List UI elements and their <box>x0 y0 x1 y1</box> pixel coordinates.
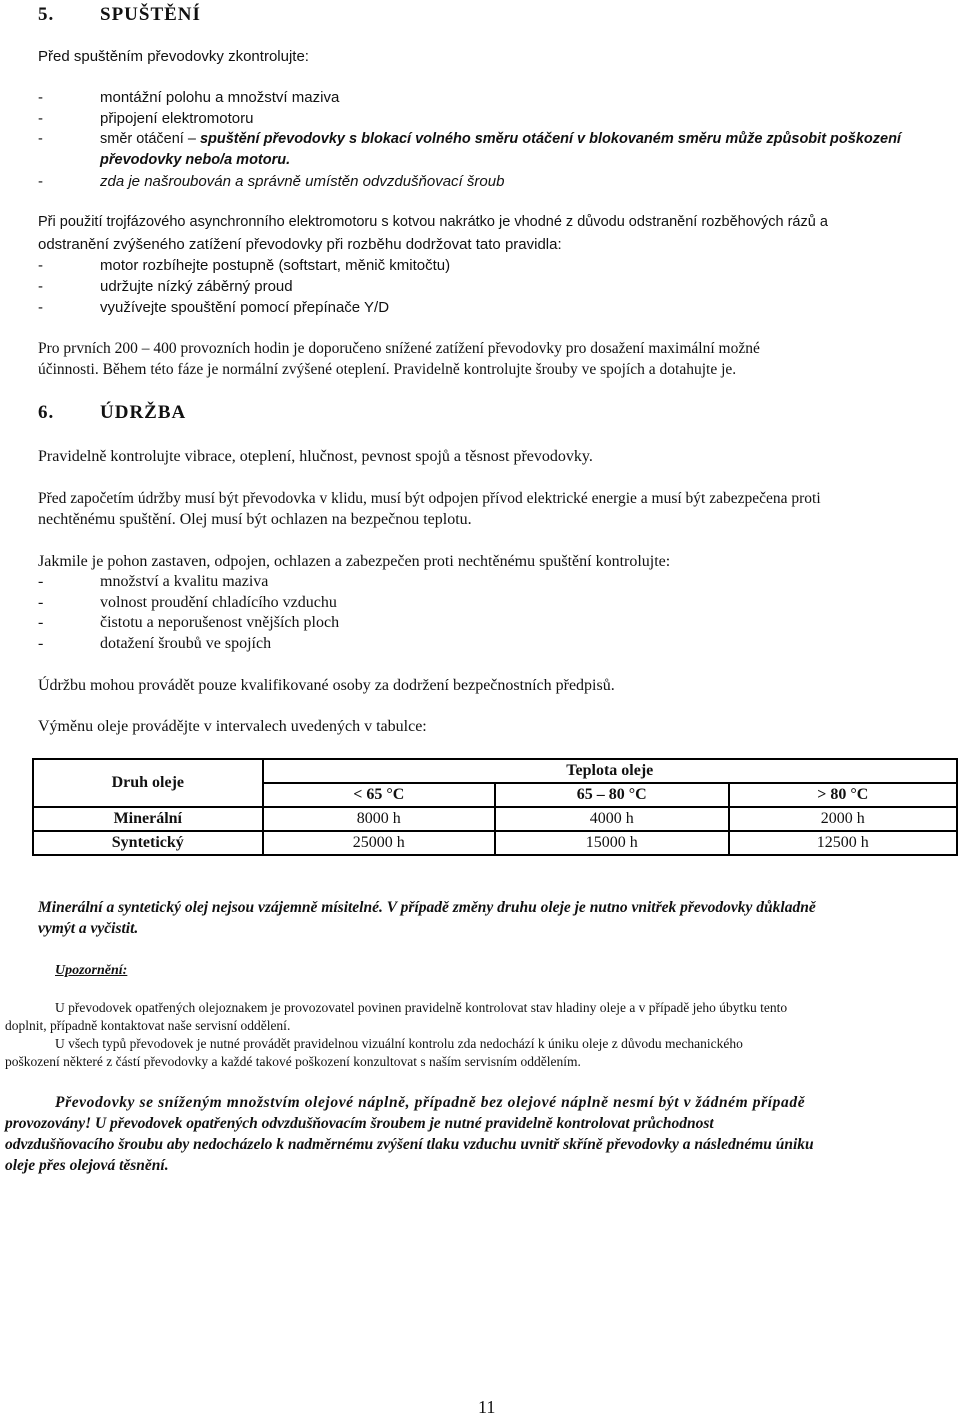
table-row <box>33 807 957 831</box>
list-item <box>38 131 901 147</box>
final-warning-cont: odvzdušňovacího šroubu aby nedocházelo k nadměrnému zvýšení tlaku vzduchu uvnitř skříně převodovky a následnému úniku <box>5 1136 814 1153</box>
notice-paragraph: U všech typů převodovek je nutné provádět pravidelnou vizuální kontrolu zda nedochází k úniku oleje z důvodu mechanického <box>55 1036 743 1051</box>
list-dash: - <box>38 573 44 590</box>
list-dash: - <box>38 173 43 190</box>
list-item <box>38 89 339 106</box>
list-item <box>38 173 504 190</box>
row-header: Syntetický <box>33 831 263 855</box>
list-item-text: udržujte nízký záběrný proud <box>100 278 293 295</box>
mixing-warning-cont: vymýt a vyčistit. <box>38 920 139 937</box>
final-warning: Převodovky se sníženým množstvím olejové náplně, případně bez olejové náplně nesmí být v žádném případě <box>55 1094 806 1111</box>
temp-range-header: < 65 °C <box>263 783 495 807</box>
list-item-text: zda je našroubován a správně umístěn odvzdušňovací šroub <box>100 173 505 190</box>
section-title: SPUŠTĚNÍ <box>100 4 201 25</box>
column-header-oil-type: Druh oleje <box>33 759 263 807</box>
list-dash: - <box>38 614 44 631</box>
list-dash: - <box>38 131 43 147</box>
paragraph: Při použití trojfázového asynchronního elektromotoru s kotvou nakrátko je vhodné z důvodu odstranění rozběhových rázů a <box>38 214 828 230</box>
paragraph: Před započetím údržby musí být převodovka v klidu, musí být odpojen přívod elektrické energie a musí být zabezpečena proti <box>38 490 821 507</box>
list-item-text: připojení elektromotoru <box>100 110 254 127</box>
paragraph: Pravidelně kontrolujte vibrace, oteplení, hlučnost, pevnost spojů a těsnost převodovky. <box>38 448 593 465</box>
table-header-row <box>33 759 957 783</box>
list-item-text: směr otáčení – <box>100 131 200 147</box>
paragraph: Před spuštěním převodovky zkontrolujte: <box>38 48 309 65</box>
list-dash: - <box>38 299 43 316</box>
list-item <box>38 573 268 591</box>
mixing-warning: Minerální a syntetický olej nejsou vzájemně mísitelné. V případě změny druhu oleje je nutno vnitřek převodovky důkladně <box>38 899 816 916</box>
table-cell: 15000 h <box>495 831 728 855</box>
temp-range-header: > 80 °C <box>729 783 958 807</box>
final-warning-cont: provozovány! U převodovek opatřených odvzdušňovacím šroubem je nutné pravidelně kontrolovat průchodnost <box>5 1115 714 1132</box>
section-number: 5. <box>38 4 55 25</box>
list-item <box>38 278 293 295</box>
list-dash: - <box>38 110 43 127</box>
list-item <box>38 257 450 274</box>
section-number: 6. <box>38 402 55 423</box>
table-cell: 12500 h <box>729 831 958 855</box>
list-item <box>38 594 337 612</box>
list-item-text: čistotu a neporušenost vnějších ploch <box>100 614 340 631</box>
section-5-heading <box>38 4 201 26</box>
notice-paragraph-cont: poškození některé z částí převodovky a každé takové poškození konzultovat s naším servisním oddělením. <box>5 1054 581 1069</box>
list-item-text: využívejte spouštění pomocí přepínače Y/D <box>100 299 390 316</box>
table-cell: 8000 h <box>263 807 495 831</box>
final-warning-cont: oleje přes olejová těsnění. <box>5 1157 169 1174</box>
list-item-text: množství a kvalitu maziva <box>100 573 269 590</box>
list-item <box>38 635 271 653</box>
notice-paragraph: U převodovek opatřených olejoznakem je provozovatel povinen pravidelně kontrolovat stav hladiny oleje a v případě jeho úbytku tento <box>55 1000 788 1015</box>
column-header-oil-temperature: Teplota oleje <box>263 759 957 783</box>
list-item <box>38 110 253 127</box>
list-item <box>38 299 389 316</box>
notice-heading: Upozornění: <box>55 963 128 978</box>
section-6-heading <box>38 402 186 424</box>
list-dash: - <box>38 89 43 106</box>
paragraph: Výměnu oleje provádějte v intervalech uvedených v tabulce: <box>38 718 427 735</box>
table-row <box>33 831 957 855</box>
paragraph: Údržbu mohou provádět pouze kvalifikované osoby za dodržení bezpečnostních předpisů. <box>38 677 615 694</box>
list-dash: - <box>38 594 44 611</box>
list-dash: - <box>38 635 44 652</box>
row-header: Minerální <box>33 807 263 831</box>
list-item-text: dotažení šroubů ve spojích <box>100 635 272 652</box>
list-item-text: montážní polohu a množství maziva <box>100 89 340 106</box>
paragraph: Pro prvních 200 – 400 provozních hodin je doporučeno snížené zatížení převodovky pro dosažení maximální možné <box>38 340 760 357</box>
list-item <box>38 614 339 632</box>
rotation-warning: spuštění převodovky s blokací volného směru otáčení v blokovaném směru může způsobit poškození <box>199 131 901 147</box>
list-dash: - <box>38 257 43 274</box>
table-cell: 2000 h <box>729 807 958 831</box>
table-cell: 4000 h <box>495 807 728 831</box>
oil-change-table <box>32 758 958 856</box>
section-title: ÚDRŽBA <box>100 402 187 423</box>
list-item-text: motor rozbíhejte postupně (softstart, měnič kmitočtu) <box>100 257 451 274</box>
paragraph: odstranění zvýšeného zatížení převodovky při rozběhu dodržovat tato pravidla: <box>38 236 562 253</box>
list-item-text: volnost proudění chladícího vzduchu <box>100 594 337 611</box>
rotation-warning-cont: převodovky nebo/a motoru. <box>100 152 291 168</box>
page-number: 11 <box>478 1397 496 1417</box>
notice-paragraph-cont: doplnit, případně kontaktovat naše servisní oddělení. <box>5 1018 291 1033</box>
paragraph: Jakmile je pohon zastaven, odpojen, ochlazen a zabezpečen proti nechtěnému spuštění kontrolujte: <box>38 553 671 570</box>
paragraph: nechtěnému spuštění. Olej musí být ochlazen na bezpečnou teplotu. <box>38 511 472 528</box>
list-dash: - <box>38 278 43 295</box>
table-cell: 25000 h <box>263 831 495 855</box>
paragraph: účinnosti. Během této fáze je normální zvýšené oteplení. Pravidelně kontrolujte šrouby ve spojích a dotahujte je. <box>38 361 737 378</box>
temp-range-header: 65 – 80 °C <box>495 783 728 807</box>
